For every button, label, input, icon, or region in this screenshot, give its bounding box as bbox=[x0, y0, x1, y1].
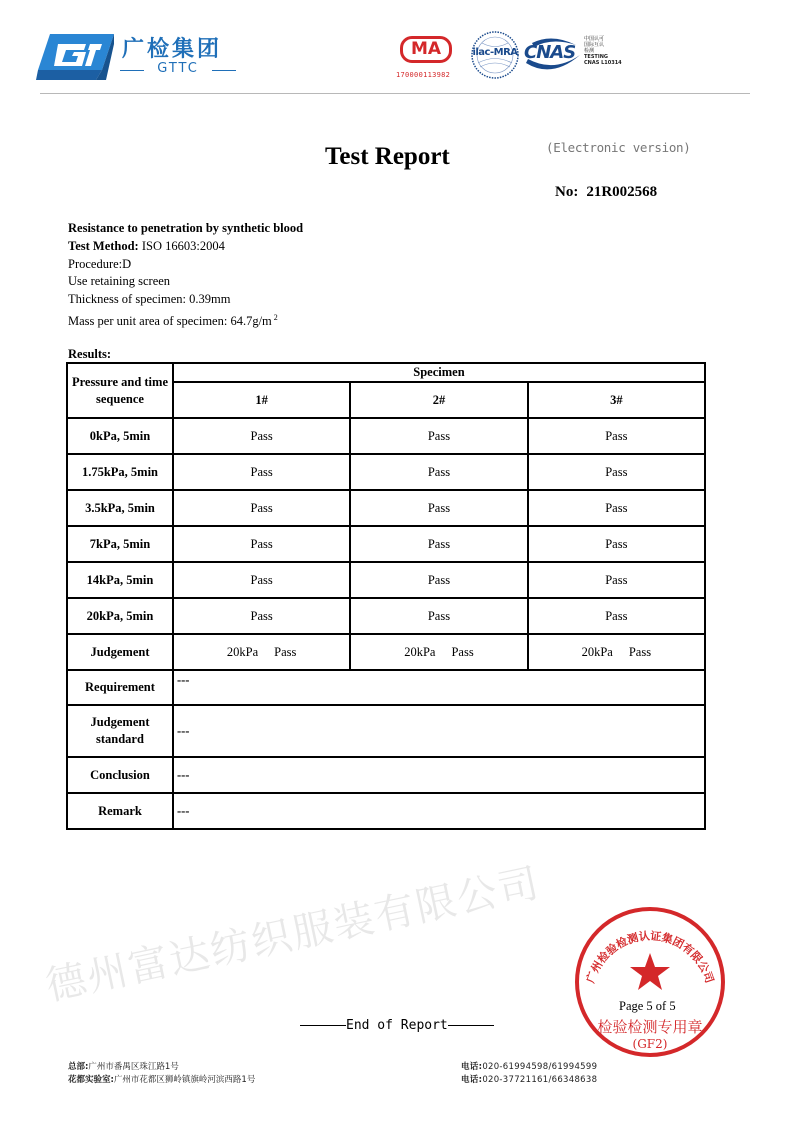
specimen-mass-exponent: 2 bbox=[273, 312, 278, 322]
official-seal-stamp bbox=[573, 905, 727, 1059]
watermark bbox=[40, 838, 560, 1010]
remark-label: Remark bbox=[67, 793, 173, 829]
procedure-value: D bbox=[122, 256, 132, 271]
tel-label: 电话: bbox=[461, 1075, 483, 1085]
cma-number: 170000113982 bbox=[396, 71, 451, 79]
judgement-result: Pass bbox=[274, 644, 297, 659]
specimen-thickness: Thickness of specimen: 0.39mm bbox=[68, 292, 231, 307]
requirement-value: --- bbox=[173, 670, 705, 705]
specimen-1-header: 1# bbox=[173, 382, 350, 418]
pressure-label: 14kPa, 5min bbox=[67, 562, 173, 598]
pressure-label: 1.75kPa, 5min bbox=[67, 454, 173, 490]
header-divider bbox=[40, 93, 750, 94]
result-cell: Pass bbox=[350, 526, 527, 562]
result-cell: Pass bbox=[528, 526, 705, 562]
result-cell: Pass bbox=[173, 454, 350, 490]
judgement-standard-row bbox=[67, 705, 705, 757]
cnas-line: CNAS L10314 bbox=[584, 60, 622, 66]
footer-phones bbox=[461, 1061, 597, 1087]
hq-address: 广州市番禺区珠江路1号 bbox=[88, 1062, 179, 1072]
judgement-cell bbox=[173, 634, 350, 670]
judgement-label: Judgement bbox=[67, 634, 173, 670]
result-cell: Pass bbox=[528, 418, 705, 454]
specimen-mass bbox=[68, 309, 303, 331]
test-method-label: Test Method: bbox=[68, 238, 139, 253]
remark-row bbox=[67, 793, 705, 829]
cnas-line: 检测 bbox=[584, 48, 595, 54]
row-header-cell: Pressure and time sequence bbox=[67, 363, 173, 418]
judgement-result: Pass bbox=[628, 644, 652, 659]
judgement-pressure: 20kPa bbox=[404, 644, 436, 659]
cnas-line: TESTING bbox=[584, 54, 608, 60]
result-cell: Pass bbox=[173, 490, 350, 526]
footer-hq bbox=[68, 1061, 255, 1074]
test-name: Resistance to penetration by synthetic blood bbox=[68, 221, 304, 235]
results-label: Results: bbox=[68, 347, 112, 361]
test-method-value: ISO 16603:2004 bbox=[141, 238, 225, 253]
stamp-ring-text: 广州检验检测认证集团有限公司 bbox=[583, 929, 717, 985]
judgement-cell bbox=[528, 634, 705, 670]
result-cell: Pass bbox=[350, 454, 527, 490]
specimen-3-header: 3# bbox=[528, 382, 705, 418]
procedure bbox=[68, 256, 303, 274]
end-dash-right bbox=[448, 1025, 494, 1026]
result-cell: Pass bbox=[173, 598, 350, 634]
report-number-value: 21R002568 bbox=[586, 184, 658, 200]
result-cell: Pass bbox=[528, 490, 705, 526]
test-method bbox=[68, 238, 303, 256]
hq-label: 总部: bbox=[68, 1062, 89, 1072]
result-cell: Pass bbox=[350, 490, 527, 526]
pressure-label: 3.5kPa, 5min bbox=[67, 490, 173, 526]
logo-chinese-name: 广检集团 bbox=[122, 37, 223, 62]
pressure-label: 20kPa, 5min bbox=[67, 598, 173, 634]
result-cell: Pass bbox=[528, 454, 705, 490]
judgement-result: Pass bbox=[451, 644, 474, 659]
judgement-pressure: 20kPa bbox=[226, 644, 259, 659]
cnas-mark bbox=[522, 33, 622, 78]
specimen-mass-text: Mass per unit area of specimen: 64.7g/m bbox=[68, 313, 272, 328]
judgement-standard-value: --- bbox=[173, 705, 705, 757]
remark-value: --- bbox=[173, 793, 705, 829]
report-number bbox=[555, 184, 657, 201]
result-cell: Pass bbox=[350, 418, 527, 454]
judgement-cell bbox=[350, 634, 527, 670]
watermark-text: 德州富达纺织服装有限公司 bbox=[41, 860, 545, 1010]
specimen-2-header: 2# bbox=[350, 382, 527, 418]
report-number-label: No: bbox=[555, 184, 579, 200]
procedure-label: Procedure: bbox=[68, 256, 123, 271]
retaining-screen-note: Use retaining screen bbox=[68, 274, 171, 289]
tel-number: 020-37721161/66348638 bbox=[482, 1075, 598, 1085]
cnas-line: 中国认可 bbox=[584, 36, 605, 42]
end-of-report-text: End of Report bbox=[346, 1018, 448, 1033]
tel-number: 020-61994598/61994599 bbox=[482, 1062, 598, 1072]
result-cell: Pass bbox=[528, 562, 705, 598]
footer-tel-1 bbox=[461, 1061, 597, 1074]
test-info bbox=[68, 220, 303, 331]
logo-english-name: GTTC bbox=[122, 61, 234, 76]
specimen-header-cell: Specimen bbox=[173, 363, 705, 382]
conclusion-value: --- bbox=[173, 757, 705, 793]
stamp-code: (GF2) bbox=[632, 1037, 668, 1051]
table-row bbox=[67, 598, 705, 634]
stamp-center-text: 检验检测专用章 bbox=[597, 1018, 703, 1036]
table-row bbox=[67, 526, 705, 562]
cnas-line: 国际互认 bbox=[584, 42, 605, 48]
company-logo bbox=[36, 30, 236, 82]
page-title: Test Report bbox=[325, 143, 450, 170]
footer-addresses bbox=[68, 1061, 255, 1087]
ilac-mra-mark bbox=[470, 30, 520, 80]
result-cell: Pass bbox=[173, 418, 350, 454]
table-row bbox=[67, 562, 705, 598]
table-row bbox=[67, 490, 705, 526]
result-cell: Pass bbox=[173, 526, 350, 562]
cma-certification-mark bbox=[396, 33, 458, 83]
page-number: Page 5 of 5 bbox=[619, 999, 676, 1013]
judgement-pressure: 20kPa bbox=[581, 644, 613, 659]
star-icon bbox=[630, 953, 670, 990]
lab-address: 广州市花都区狮岭镇旗岭河滨西路1号 bbox=[113, 1075, 256, 1085]
tel-label: 电话: bbox=[461, 1062, 483, 1072]
judgement-standard-label: Judgement standard bbox=[67, 705, 173, 757]
footer-lab bbox=[68, 1074, 255, 1087]
result-cell: Pass bbox=[350, 562, 527, 598]
cnas-label: CNAS bbox=[524, 42, 576, 63]
table-row bbox=[67, 454, 705, 490]
table-row bbox=[67, 418, 705, 454]
end-of-report bbox=[300, 1018, 494, 1033]
electronic-version-note: (Electronic version) bbox=[546, 140, 691, 155]
pressure-label: 7kPa, 5min bbox=[67, 526, 173, 562]
pressure-label: 0kPa, 5min bbox=[67, 418, 173, 454]
result-cell: Pass bbox=[173, 562, 350, 598]
table-header-row bbox=[67, 363, 705, 382]
result-cell: Pass bbox=[350, 598, 527, 634]
footer-tel-2 bbox=[461, 1074, 597, 1087]
ilac-label: ilac-MRA bbox=[472, 47, 518, 58]
conclusion-row bbox=[67, 757, 705, 793]
result-cell: Pass bbox=[528, 598, 705, 634]
cma-logo: MA bbox=[400, 36, 452, 63]
cnas-accreditation-text bbox=[584, 36, 624, 66]
conclusion-label: Conclusion bbox=[67, 757, 173, 793]
judgement-row bbox=[67, 634, 705, 670]
requirement-label: Requirement bbox=[67, 670, 173, 705]
requirement-row bbox=[67, 670, 705, 705]
results-table bbox=[66, 362, 706, 830]
end-dash-left bbox=[300, 1025, 346, 1026]
gttc-logo-icon bbox=[36, 30, 114, 82]
lab-label: 花都实验室: bbox=[68, 1075, 114, 1085]
